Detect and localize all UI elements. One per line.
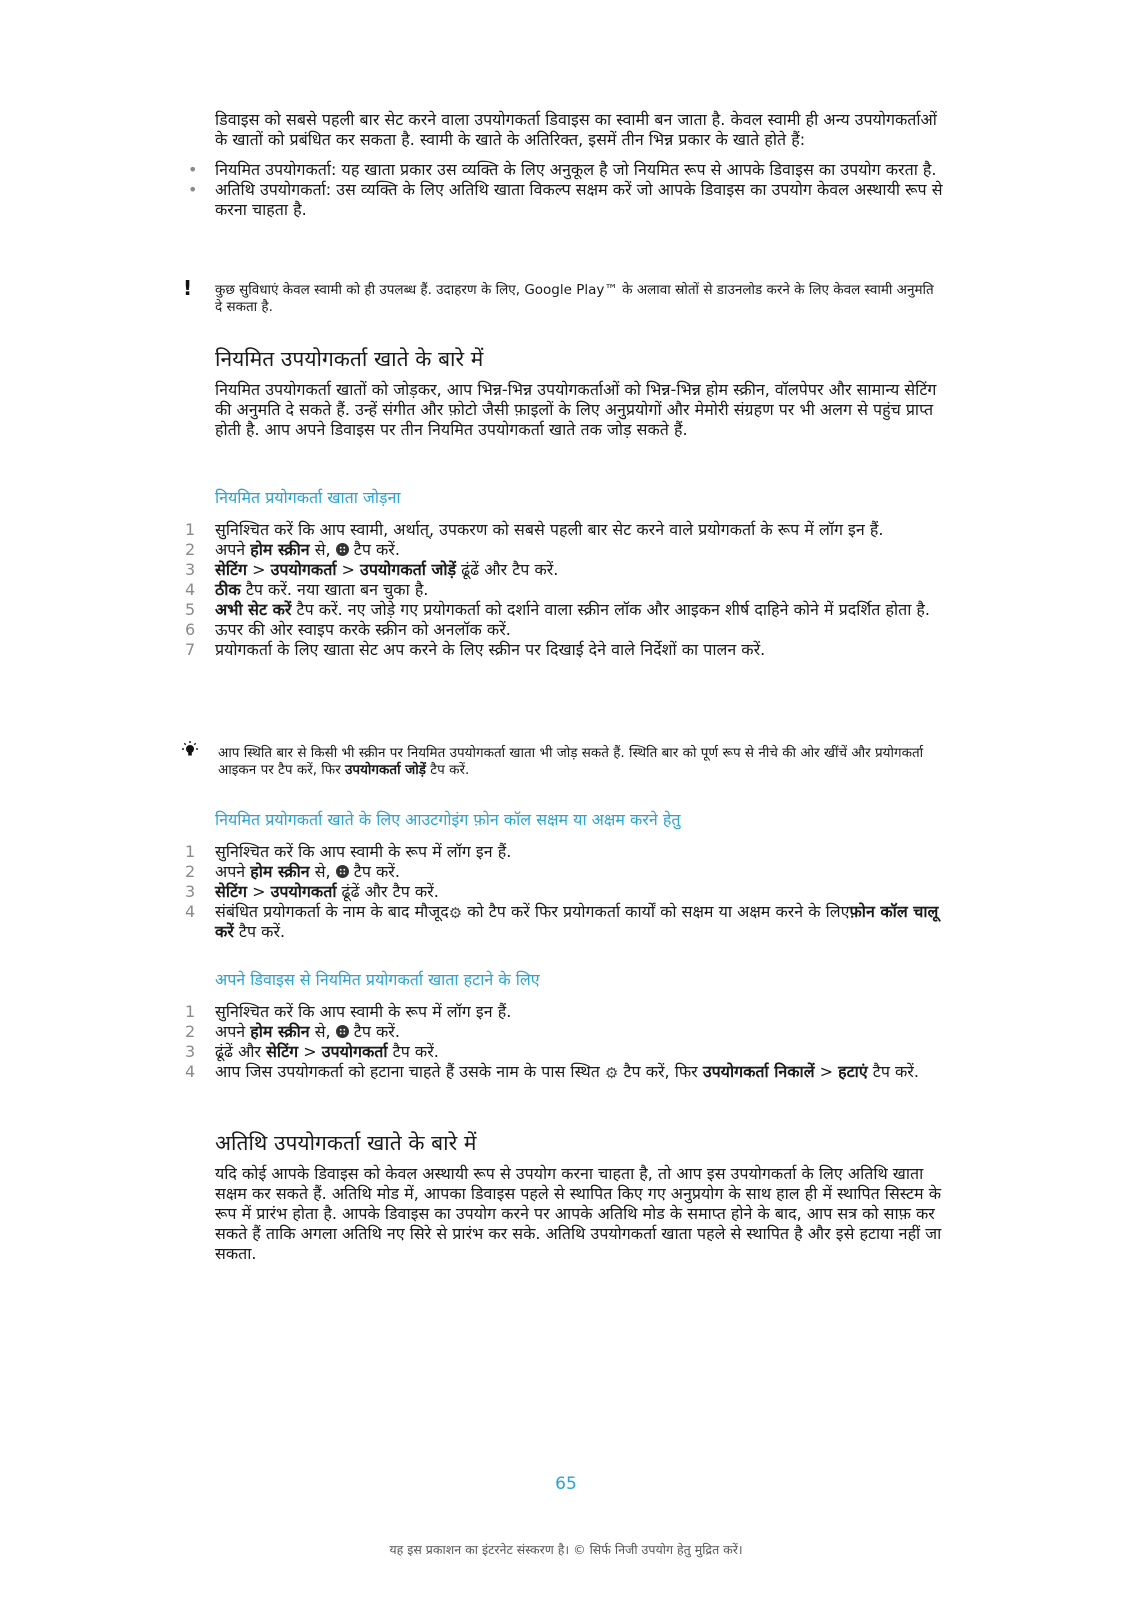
apps-icon bbox=[336, 543, 349, 556]
bullet-icon: • bbox=[188, 160, 198, 179]
calls-section bbox=[185, 810, 945, 942]
list-item: 7 प्रयोगकर्ता के लिए खाता सेट अप करने के लिए स्क्रीन पर दिखाई देने वाले निर्देशों का पालन करें. bbox=[185, 640, 766, 659]
account-type-list bbox=[188, 160, 945, 220]
section-heading: अतिथि उपयोगकर्ता खाते के बारे में bbox=[215, 1131, 477, 1155]
bullet-icon: • bbox=[188, 180, 198, 199]
section-heading: नियमित उपयोगकर्ता खाते के बारे में bbox=[215, 347, 484, 371]
list-item: 3 ढूंढें और सेटिंग > उपयोगकर्ता टैप करें. bbox=[185, 1042, 439, 1061]
list-item: 6 ऊपर की ओर स्वाइप करके स्क्रीन को अनलॉक करें. bbox=[185, 620, 511, 639]
guest-section bbox=[215, 1130, 945, 1264]
add-account-steps bbox=[185, 520, 945, 660]
intro-section bbox=[188, 110, 945, 220]
add-account-section bbox=[185, 488, 945, 660]
remove-section bbox=[185, 970, 945, 1082]
regular-paragraph: नियमित उपयोगकर्ता खातों को जोड़कर, आप भिन्न-भिन्न उपयोगकर्ताओं को भिन्न-भिन्न होम स्क्रीन, वॉलपेपर और सामान्य सेटिंग की अनुमति दे सकते हैं. उन्हें संगीत और फ़ोटो जैसी फ़ाइलों के लिए अनुप्रयोगों और मेमोरी संग्रहण पर भी अलग से पहुंच प्राप्त होती है. आप अपने डिवाइस पर तीन नियमित उपयोगकर्ता खाते तक जोड़ सकते हैं. bbox=[215, 380, 937, 439]
warning-icon: ! bbox=[183, 276, 193, 300]
list-item: • नियमित उपयोगकर्ता: यह खाता प्रकार उस व्यक्ति के लिए अनुकूल है जो नियमित रूप से आपके डिवाइस का उपयोग करता है. bbox=[188, 160, 937, 179]
lightbulb-icon bbox=[180, 740, 200, 760]
list-item: 3 सेटिंग > उपयोगकर्ता > उपयोगकर्ता जोड़ें ढूंढें और टैप करें. bbox=[185, 560, 559, 579]
subsection-heading: अपने डिवाइस से नियमित प्रयोगकर्ता खाता हटाने के लिए bbox=[215, 970, 540, 989]
intro-paragraph: डिवाइस को सबसे पहली बार सेट करने वाला उपयोगकर्ता डिवाइस का स्वामी बन जाता है. केवल स्वामी ही अन्य उपयोगकर्ताओं के खातों को प्रबंधित कर सकता है. स्वामी के खाते के अतिरिक्त, इसमें तीन भिन्न प्रकार के खाते होते हैं: bbox=[215, 110, 937, 149]
list-item: 4 संबंधित प्रयोगकर्ता के नाम के बाद मौजूद⚙ को टैप करें फिर प्रयोगकर्ता कार्यों को सक्षम या अक्षम करने के लिएफ़ोन कॉल चालू करें टैप करें. bbox=[185, 902, 939, 941]
tip-note: आप स्थिति बार से किसी भी स्क्रीन पर नियमित उपयोगकर्ता खाता भी जोड़ सकते हैं. स्थिति बार को पूर्ण रूप से नीचे की ओर खींचें और प्रयोगकर्ता आइकन पर टैप करें, फिर उपयोगकर्ता जोड़ें टैप करें. bbox=[218, 745, 924, 778]
list-item: • अतिथि उपयोगकर्ता: उस व्यक्ति के लिए अतिथि खाता विकल्प सक्षम करें जो आपके डिवाइस का उपयोग केवल अस्थायी रूप से करना चाहता है. bbox=[188, 180, 943, 219]
guest-paragraph: यदि कोई आपके डिवाइस को केवल अस्थायी रूप से उपयोग करना चाहता है, तो आप इस उपयोगकर्ता के लिए अतिथि खाता सक्षम कर सकते हैं. अतिथि मोड में, आपका डिवाइस पहले से स्थापित किए गए अनुप्रयोग के साथ हाल ही में स्थापित सिस्टम के रूप में प्रारंभ होता है. आपके डिवाइस का उपयोग करने पर आपके अतिथि मोड के समाप्त होने के बाद, आप सत्र को साफ़ कर सकते हैं ताकि अगला अतिथि नए सिरे से प्रारंभ कर सके. अतिथि उपयोगकर्ता खाता पहले से स्थापित है और इसे हटाया नहीं जा सकता. bbox=[215, 1164, 942, 1263]
remove-steps bbox=[185, 1002, 945, 1082]
subsection-heading: नियमित प्रयोगकर्ता खाते के लिए आउटगोइंग फ़ोन कॉल सक्षम या अक्षम करने हेतु bbox=[215, 810, 681, 829]
gear-icon: ⚙ bbox=[448, 904, 463, 922]
apps-icon bbox=[336, 1025, 349, 1038]
warning-note: कुछ सुविधाएं केवल स्वामी को ही उपलब्ध हैं. उदाहरण के लिए, Google Play™ के अलावा स्रोतों से डाउनलोड करने के लिए केवल स्वामी अनुमति दे सकता है. bbox=[215, 282, 934, 315]
list-item: 4 आप जिस उपयोगकर्ता को हटाना चाहते हैं उसके नाम के पास स्थित ⚙ टैप करें, फिर उपयोगकर्ता निकालें > हटाएं टैप करें. bbox=[185, 1062, 919, 1082]
gear-icon: ⚙ bbox=[604, 1064, 619, 1082]
regular-section bbox=[215, 346, 945, 440]
list-item: 3 सेटिंग > उपयोगकर्ता ढूंढें और टैप करें. bbox=[185, 882, 439, 901]
list-item: 1 सुनिश्चित करें कि आप स्वामी के रूप में लॉग इन हैं. bbox=[185, 842, 512, 861]
list-item: 1 सुनिश्चित करें कि आप स्वामी के रूप में लॉग इन हैं. bbox=[185, 1002, 512, 1021]
apps-icon bbox=[336, 865, 349, 878]
list-item: 1 सुनिश्चित करें कि आप स्वामी, अर्थात्, उपकरण को सबसे पहली बार सेट करने वाले प्रयोगकर्ता के रूप में लॉग इन हैं. bbox=[185, 520, 884, 539]
list-item: 2 अपने होम स्क्रीन से, टैप करें. bbox=[185, 862, 400, 881]
footer-text: यह इस प्रकाशन का इंटरनेट संस्करण है। © सिर्फ निजी उपयोग हेतु मुद्रित करें। bbox=[389, 1542, 743, 1557]
list-item: 4 ठीक टैप करें. नया खाता बन चुका है. bbox=[185, 580, 429, 599]
calls-steps bbox=[185, 842, 945, 942]
page-number: 65 bbox=[555, 1474, 577, 1494]
list-item: 5 अभी सेट करें टैप करें. नए जोड़े गए प्रयोगकर्ता को दर्शाने वाला स्क्रीन लॉक और आइकन शीर्ष दाहिने कोने में प्रदर्शित होता है. bbox=[185, 600, 931, 619]
list-item: 2 अपने होम स्क्रीन से, टैप करें. bbox=[185, 540, 400, 559]
list-item: 2 अपने होम स्क्रीन से, टैप करें. bbox=[185, 1022, 400, 1041]
subsection-heading: नियमित प्रयोगकर्ता खाता जोड़ना bbox=[215, 488, 401, 507]
